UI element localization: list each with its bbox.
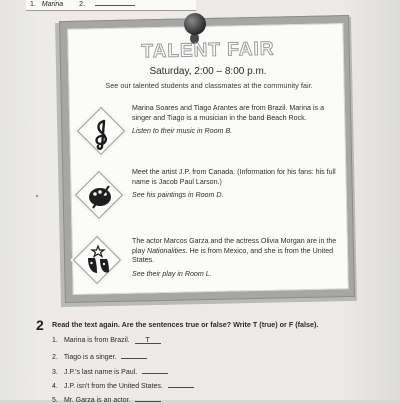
question-text: Mr. Garza is an actor. xyxy=(63,397,131,404)
question-text: J.P. isn't from the United States. xyxy=(63,383,163,390)
previous-item-answer: Marina xyxy=(41,1,64,8)
poster-item-artist xyxy=(132,168,344,201)
previous-next-number: 2. xyxy=(79,1,85,8)
theater-masks-icon xyxy=(78,241,118,281)
exercise-number: 2 xyxy=(36,317,44,333)
exercise-instruction: Read the text again. Are the sentences true or false? Write T (true) or F (false). xyxy=(52,320,319,329)
answer-blank[interactable] xyxy=(135,336,161,344)
answer-blank[interactable] xyxy=(168,380,194,388)
previous-answer-line xyxy=(95,5,135,6)
question-text: Marina is from Brazil. xyxy=(63,337,130,344)
item-location: Listen to their music in Room B. xyxy=(132,127,233,135)
item-text-start: The actor Marcos Garza and the actress Olivia Morgan are in the play xyxy=(132,237,337,255)
question-row xyxy=(52,380,194,390)
poster-item-music xyxy=(132,104,344,137)
question-row xyxy=(52,394,161,404)
answer-blank[interactable] xyxy=(121,351,147,359)
poster-item-play xyxy=(132,237,344,279)
play-title: Nationalities xyxy=(146,246,186,255)
item-text-end: . He is from Mexico, and she is from the United States. xyxy=(132,246,334,264)
question-number: 2. xyxy=(52,354,58,361)
question-text: J.P.'s last name is Paul. xyxy=(63,369,138,376)
question-row xyxy=(52,351,147,361)
item-description: Meet the artist J.P. from Canada. (Information for his fans: his full name is Jacob Paul Larson.) xyxy=(132,168,336,186)
item-description: Marina Soares and Tiago Arantes are from Brazil. Marina is a singer and Tiago is a musician in the band Beach Rock. xyxy=(132,104,325,122)
previous-item-number: 1. xyxy=(30,1,36,8)
push-pin-icon xyxy=(184,13,206,35)
question-row xyxy=(52,336,161,344)
item-description xyxy=(132,237,344,266)
previous-exercise-strip xyxy=(26,0,196,11)
question-text: Tiago is a singer. xyxy=(63,354,117,361)
question-row xyxy=(52,366,168,376)
poster-title: TALENT FAIR xyxy=(141,38,275,63)
poster-datetime: Saturday, 2:00 – 8:00 p.m. xyxy=(149,66,267,77)
poster-intro: See our talented students and classmates at the community fair. xyxy=(105,81,313,90)
answer-blank[interactable] xyxy=(142,366,168,374)
paint-palette-icon xyxy=(80,177,120,217)
question-number: 3. xyxy=(52,369,58,376)
item-location: See his paintings in Room D. xyxy=(132,191,224,199)
handwritten-answer: T xyxy=(145,336,150,344)
answer-blank[interactable] xyxy=(135,394,161,402)
question-number: 4. xyxy=(52,383,58,390)
item-location: See their play in Room L. xyxy=(132,269,212,278)
question-number: 5. xyxy=(52,397,58,404)
question-number: 1. xyxy=(52,337,58,344)
treble-clef-icon xyxy=(82,113,122,153)
stray-mark xyxy=(36,195,38,197)
